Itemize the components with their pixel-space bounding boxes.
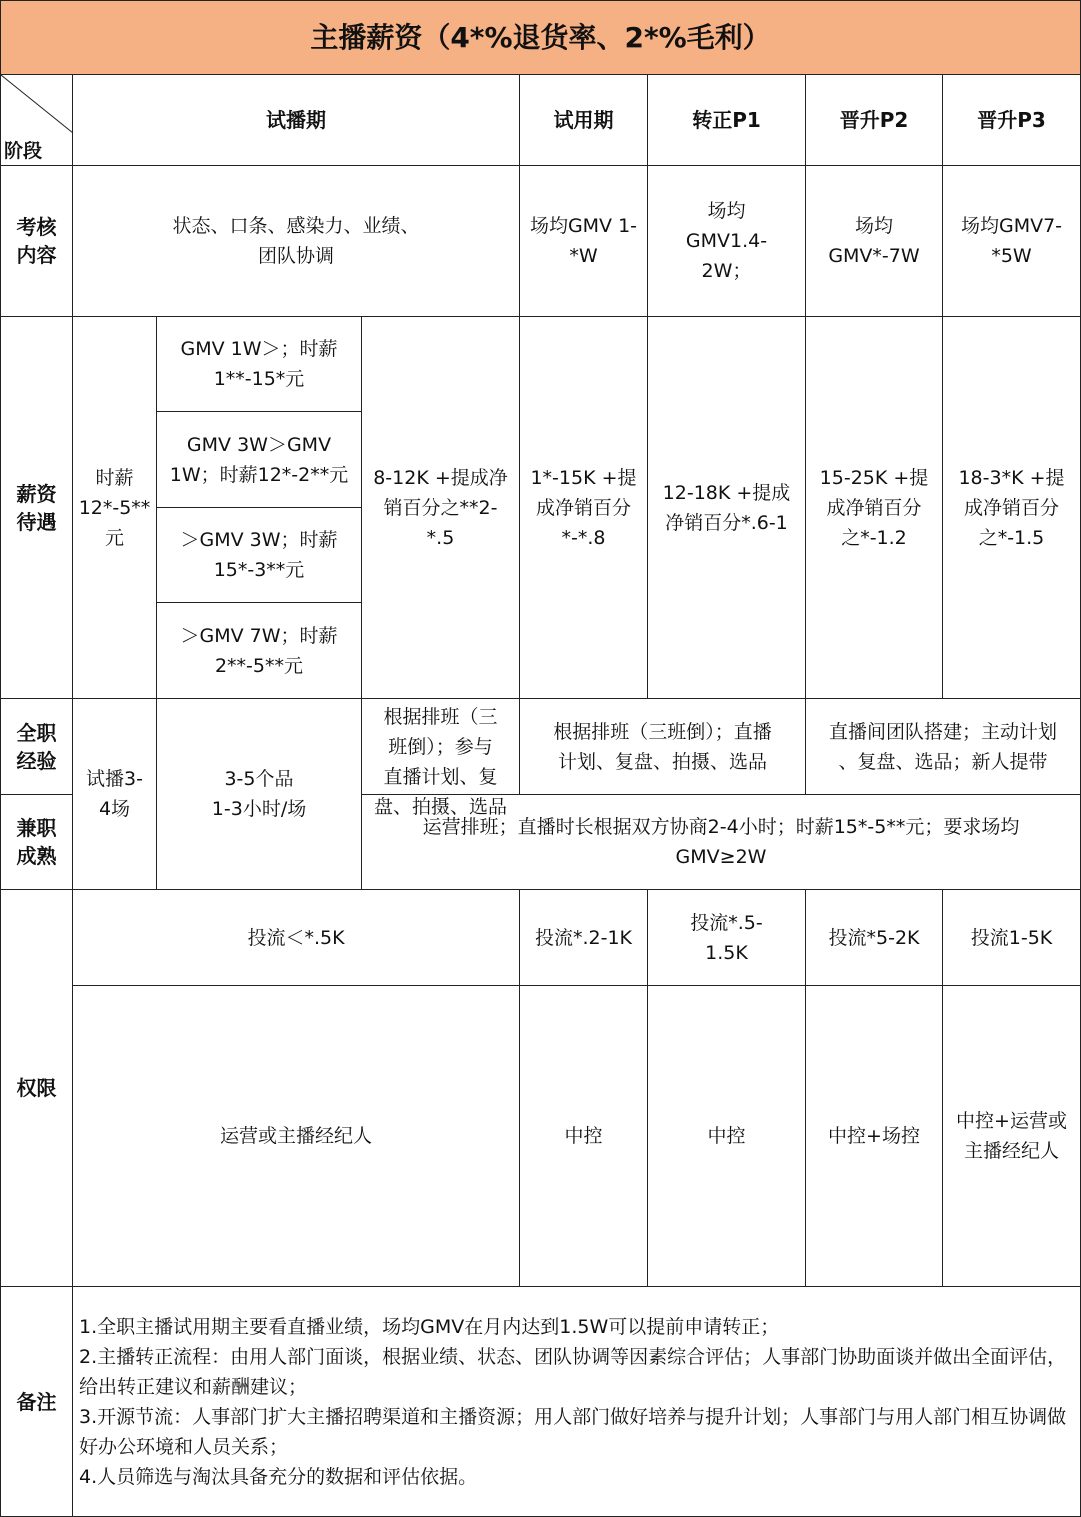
fulltime-p3-p4: 直播间团队搭建；主动计划 、复盘、选品；新人提带 (806, 699, 1081, 795)
traffic-regular: 投流*.5- 1.5K (648, 890, 806, 986)
salary-label: 薪资 待遇 (1, 317, 73, 699)
stage-header-cell (1, 75, 73, 166)
header-probation: 试用期 (520, 75, 648, 166)
header-regular: 转正P1 (648, 75, 806, 166)
salary-tier: ＞GMV 7W；时薪 2**-5**元 (157, 603, 362, 699)
table-title: 主播薪资（4*%退货率、2*%毛利） (1, 1, 1081, 75)
control-regular: 中控 (648, 986, 806, 1287)
note-line: 1.全职主播试用期主要看直播业绩，场均GMV在月内达到1.5W可以提前申请转正； (79, 1315, 780, 1338)
note-line: 3.开源节流：人事部门扩大主播招聘渠道和主播资源；用人部门做好培养与提升计划；人事部门与用人部门相互协调做好办公环境和人员关系； (79, 1405, 1067, 1458)
note-line: 4.人员筛选与淘汰具备充分的数据和评估依据。 (79, 1465, 478, 1488)
diagonal-divider (1, 75, 73, 133)
fulltime-probation: 根据排班（三 班倒）；参与 直播计划、复 盘、拍摄、选品 (373, 705, 507, 818)
traffic-trial-broadcast: 投流＜*.5K (73, 890, 520, 986)
salary-tier: GMV 3W＞GMV 1W；时薪12*-2**元 (157, 412, 362, 508)
traffic-promo-p2: 投流*5-2K (806, 890, 943, 986)
salary-regular: 1*-15K +提 成净销百分 *-*.8 (520, 317, 648, 699)
notes-label: 备注 (1, 1287, 73, 1517)
assessment-regular: 场均 GMV1.4- 2W； (648, 166, 806, 317)
parttime-label: 兼职 成熟 (1, 795, 73, 890)
control-probation: 中控 (520, 986, 648, 1287)
header-trial-broadcast: 试播期 (73, 75, 520, 166)
notes-body (73, 1287, 1081, 1517)
salary-tier: GMV 1W＞；时薪 1**-15*元 (157, 317, 362, 412)
control-promo-p3: 中控+运营或 主播经纪人 (943, 986, 1081, 1287)
assessment-promo-p2: 场均GMV*-7W (806, 166, 943, 317)
salary-promo-p2: 12-18K +提成 净销百分*.6-1 (648, 317, 806, 699)
control-promo-p2: 中控+场控 (806, 986, 943, 1287)
trial-products: 3-5个品 1-3小时/场 (157, 699, 362, 890)
header-promo-p3: 晋升P3 (943, 75, 1081, 166)
authority-label: 权限 (1, 890, 73, 1287)
salary-promo-p3: 15-25K +提 成净销百分 之*-1.2 (806, 317, 943, 699)
stage-label: 阶段 (4, 140, 43, 162)
salary-trial-hourly: 时薪 12*-5** 元 (73, 317, 157, 699)
traffic-probation: 投流*.2-1K (520, 890, 648, 986)
salary-tier: ＞GMV 3W；时薪 15*-3**元 (157, 508, 362, 603)
parttime-description: 运营排班；直播时长根据双方协商2-4小时；时薪15*-5**元；要求场均 GMV≥2W (362, 795, 1081, 890)
control-trial-broadcast: 运营或主播经纪人 (73, 986, 520, 1287)
header-promo-p2: 晋升P2 (806, 75, 943, 166)
fulltime-label: 全职 经验 (1, 699, 73, 795)
assessment-probation: 场均GMV 1- *W (520, 166, 648, 317)
assessment-trial-broadcast: 状态、口条、感染力、业绩、 团队协调 (73, 166, 520, 317)
fulltime-probation-cell (362, 699, 520, 818)
note-line: 2.主播转正流程：由用人部门面谈，根据业绩、状态、团队协调等因素综合评估；人事部门协助面谈并做出全面评估，给出转正建议和薪酬建议； (79, 1345, 1067, 1398)
fulltime-regular-p2: 根据排班（三班倒）；直播 计划、复盘、拍摄、选品 (520, 699, 806, 795)
trial-sessions: 试播3- 4场 (73, 699, 157, 890)
traffic-promo-p3: 投流1-5K (943, 890, 1081, 986)
assessment-promo-p3: 场均GMV7- *5W (943, 166, 1081, 317)
salary-promo-p4: 18-3*K +提 成净销百分 之*-1.5 (943, 317, 1081, 699)
salary-probation: 8-12K +提成净 销百分之**2- *.5 (362, 317, 520, 699)
assessment-label: 考核 内容 (1, 166, 73, 317)
